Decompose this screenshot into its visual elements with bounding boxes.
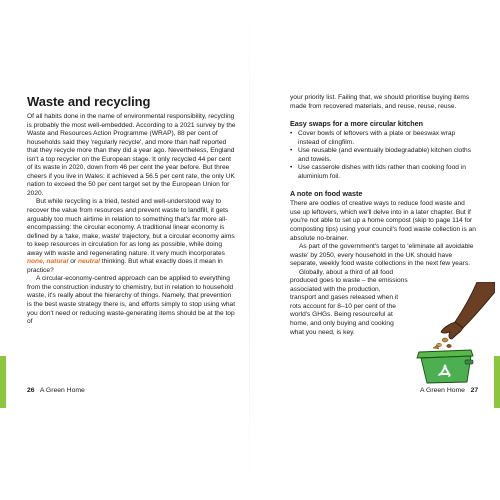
highlight-word: natural	[46, 258, 69, 266]
paragraph-text: But while recycling is a tried, tested and well-understood way to recover the value from resources and prevent waste to landfill, it gets arguably too much airtime in relation to something that's far more all-encompassing: the circular economy. A traditional linear economy is defined by a 'take, make, waste' trajectory, but a circular economy aims to keep resources in circulation for as long as possible, while doing away with waste and regenerating nature. It very much incorporates	[27, 198, 235, 257]
subheading: Easy swaps for a more circular kitchen	[290, 119, 424, 129]
paragraph	[27, 198, 237, 275]
paragraph: There are oodles of creative ways to reduce food waste and use up leftovers, which we'll delve into in a later chapter. But if you're not able to set up a home compost (skip to page 114 for composting tips) using your council's food waste collection is an absolute no-brainer.	[290, 200, 476, 242]
paragraph: As part of the government's target to 'eliminate all avoidable waste' by 2050, every household in the UK should have separate, weekly food waste collections in the next few years.	[290, 243, 474, 268]
compost-bin-hand-icon	[405, 282, 495, 384]
separator-text: ,	[42, 258, 47, 266]
list-item: • Use casserole dishes with lids rather than cooking food in aluminium foil.	[290, 164, 476, 181]
page-number: 26	[27, 387, 35, 394]
paragraph: Of all habits done in the name of environmental responsibility, recycling is probably the most well-embedded. According to a 2021 survey by the Waste and Resources Action Programme (WRAP), 88 per cent of households said they 'regularly recycle', and more than half reported that they recycle more than they did a year ago. Nevertheless, England isn't a top recycler on the European stage. It only recycled 44 per cent of its waste in 2020, down from 46 per cent the year before. But three cheers if you live in Wales: it achieved a 56.5 per cent rate, the only UK nation to exceed the 50 per cent target set by the European Union for 2020.	[27, 113, 236, 197]
paragraph: A circular-economy-centred approach can be applied to everything from the construction industry to chemistry, but in relation to household waste, it's really about the hierarchy of things. Namely, that prevention is the best waste strategy there is, and efforts simply to stop using what you don't need or reducing waste-generating items should be at the top of	[27, 275, 236, 326]
left-page-column	[27, 94, 237, 327]
swap-list	[290, 130, 476, 181]
highlight-word: none	[27, 258, 43, 266]
left-edge-tab	[0, 356, 6, 408]
section-title: Waste and recycling	[27, 94, 151, 109]
page-gutter	[249, 0, 250, 500]
left-folio	[27, 387, 85, 394]
paragraph: Globally, about a third of all food produced goes to waste – the emissions associated with the production, transport and gases released when it rots account for 8–10 per cent of the world's GHGs. Being resourceful at home, and only buying and cooking what you need, is key.	[290, 268, 408, 336]
highlight-word: neutral	[77, 258, 100, 266]
running-footer: A Green Home	[39, 387, 85, 394]
separator-text: or	[68, 258, 78, 266]
paragraph: your priority list. Failing that, we should prioritise buying items made from recovered materials, and reuse, reuse, reuse.	[290, 94, 470, 110]
page-number: 27	[470, 387, 479, 394]
right-folio	[420, 387, 478, 394]
list-item: • Use reusable (and eventually biodegradable) kitchen cloths and towels.	[290, 147, 476, 164]
paragraph-text: thinking. But what exactly does it mean in practice?	[27, 258, 223, 274]
subheading: A note on food waste	[290, 189, 363, 199]
running-footer: A Green Home	[420, 387, 465, 394]
list-item: • Cover bowls of leftovers with a plate or beeswax wrap instead of clingfilm.	[290, 130, 476, 147]
